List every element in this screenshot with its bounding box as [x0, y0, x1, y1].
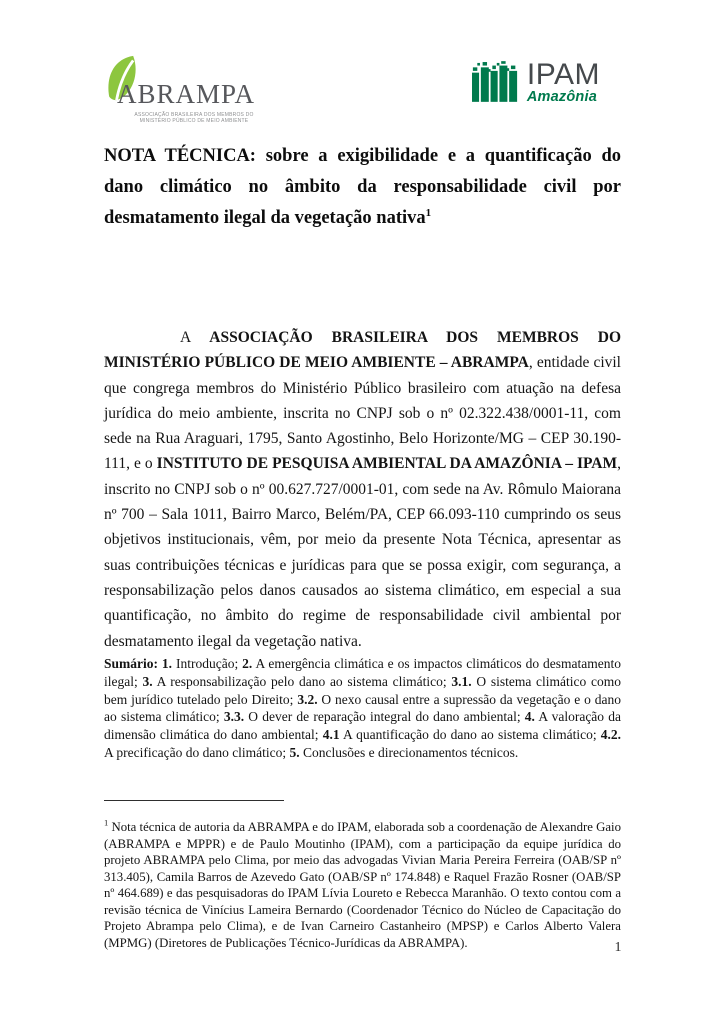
page-number: 1	[614, 940, 622, 955]
abrampa-logo	[104, 54, 264, 126]
footnote	[104, 819, 621, 951]
ipam-text-column	[526, 58, 600, 105]
document-title	[104, 141, 621, 234]
abrampa-tagline	[130, 112, 258, 124]
title-footnote-reference: 1	[425, 207, 432, 220]
footnote-marker: 1	[104, 817, 109, 828]
ipam-logo	[472, 58, 600, 105]
main-paragraph: A ASSOCIAÇÃO BRASILEIRA DOS MEMBROS DO MINISTÉRIO PÚBLICO DE MEIO AMBIENTE – ABRAMPA, entidade civil que congrega membros do Ministério Público brasileiro com atuação na defesa jurídica do meio ambiente, inscrita no CNPJ sob o nº 02.322.438/0001-11, com sede na Rua Araguari, 1795, Santo Agostinho, Belo Horizonte/MG – CEP 30.190-111, e o INSTITUTO DE PESQUISA AMBIENTAL DA AMAZÔNIA – IPAM, inscrito no CNPJ sob o nº 00.627.727/0001-01, com sede na Av. Rômulo Maiorana nº 700 – Sala 1011, Bairro Marco, Belém/PA, CEP 66.093-110 cumprindo os seus objetivos institucionais, vêm, por meio da presente Nota Técnica, apresentar as suas contribuições técnicas e jurídicas para que se possa exigir, com segurança, a responsabilização pelos danos causados ao sistema climático, em especial a sua quantificação, no âmbito do regime de responsabilidade civil ambiental por desmatamento ilegal da vegetação nativa.	[104, 329, 622, 650]
document-title-text: NOTA TÉCNICA: sobre a exigibilidade e a quantificação do dano climático no âmbito da responsabilidade civil por desmatamento ilegal da vegetação nativa	[104, 146, 621, 229]
logo-header	[104, 54, 621, 126]
abrampa-tagline-line2: MINISTÉRIO PÚBLICO DE MEIO AMBIENTE	[139, 118, 249, 124]
ipam-wordmark: IPAM	[526, 58, 600, 91]
abrampa-wordmark: ABRAMPA	[117, 79, 256, 109]
footnote-text: Nota técnica de autoria da ABRAMPA e do IPAM, elaborada sob a coordenação de Alexandre Gaio (ABRAMPA e MPPR) e de Paulo Moutinho (IPAM), com a participação da equipe jurídica do projeto ABRAMPA pelo Clima, por meio das advogadas Vivian Maria Pereira Ferreira (OAB/SP nº 313.405), Camila Barros de Azevedo Gato (OAB/SP nº 174.848) e Raquel Frazão Rosner (OAB/SP nº 464.689) e das pesquisadoras do IPAM Lívia Loureto e Rebecca Maranhão. O texto contou com a revisão técnica de Vinícius Lameira Bernardo (Coordenador Técnico do Núcleo de Capacitação do Projeto Abrampa pelo Clima), e de Ivan Carneiro Castanheiro (MPSP) e Carlos Alberto Valera (MPMG) (Diretores de Publicações Técnico-Jurídicas da ABRAMPA).	[104, 820, 621, 950]
ipam-tagline: Amazônia	[526, 89, 597, 105]
abrampa-tagline-line1: ASSOCIAÇÃO BRASILEIRA DOS MEMBROS DO	[134, 112, 254, 118]
summary-paragraph: Sumário: 1. Introdução; 2. A emergência climática e os impactos climáticos do desmatamento ilegal; 3. A responsabilização pelo dano ao sistema climático; 3.1. O sistema climático como bem jurídico tutelado pelo Direito; 3.2. O nexo causal entre a supressão da vegetação e o dano ao sistema climático; 3.3. O dever de reparação integral do dano ambiental; 4. A valoração da dimensão climática do dano ambiental; 4.1 A quantificação do dano ao sistema climático; 4.2. A precificação do dano climático; 5. Conclusões e direcionamentos técnicos.	[104, 656, 622, 760]
footnote-divider	[104, 800, 284, 801]
forest-trees-icon	[472, 61, 518, 102]
